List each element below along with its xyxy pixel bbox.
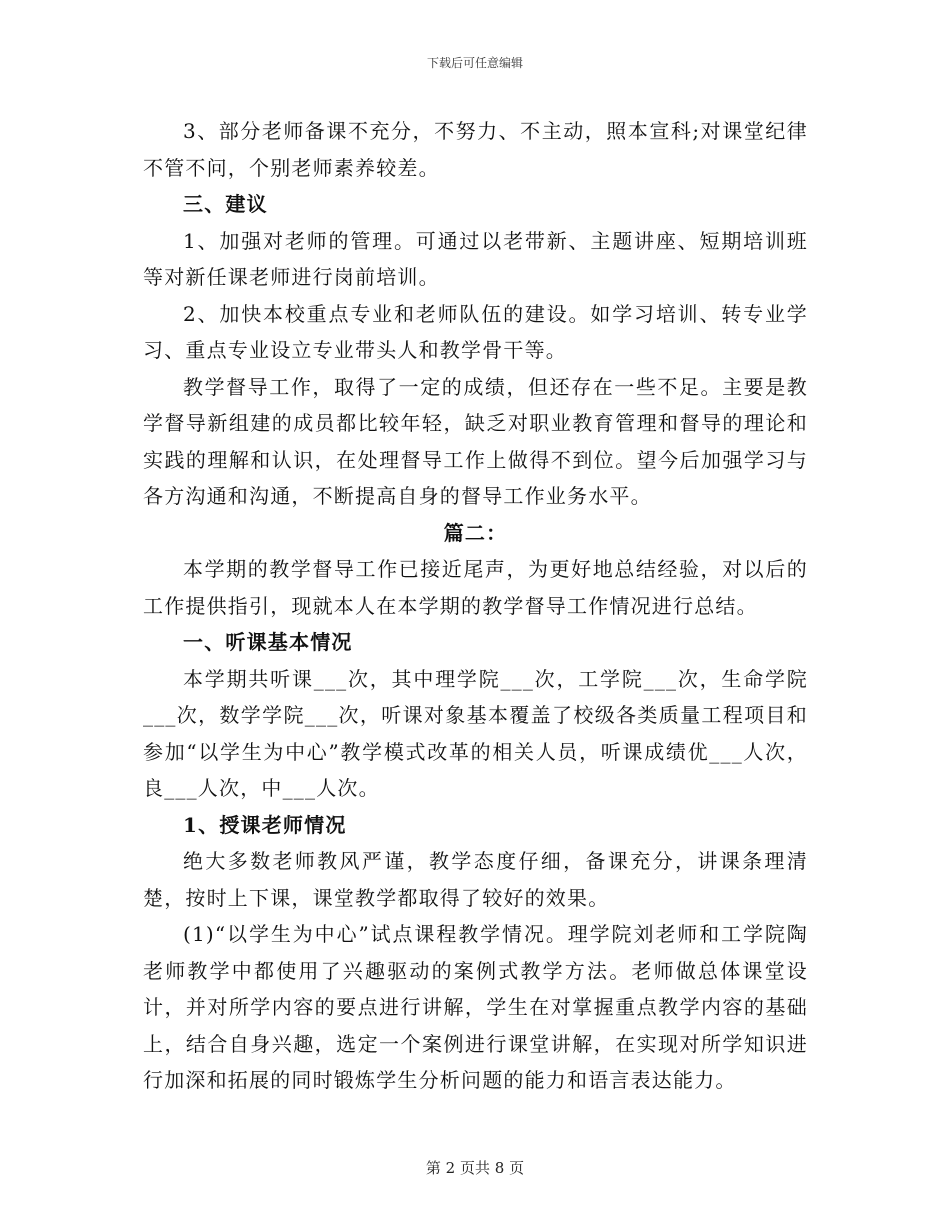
subsection-heading-teachers: 1、授课老师情况 [183, 812, 347, 837]
paragraph-lecture-stats: 本学期共听课___次，其中理学院___次，工学院___次，生命学院___次，数学学院___次，听课对象基本覆盖了校级各类质量工程项目和参加“以学生为中心”教学模式改革的相关人员，听课成绩优___人次，良___人次，中___人次。 [143, 666, 808, 800]
paragraph-problem-3: 3、部分老师备课不充分，不努力、不主动，照本宣科;对课堂纪律不管不问，个别老师素养较差。 [143, 119, 808, 180]
document-body [143, 113, 808, 1099]
paragraph-suggestion-2: 2、加快本校重点专业和老师队伍的建设。如学习培训、转专业学习、重点专业设立专业带头人和教学骨干等。 [143, 301, 808, 362]
paragraph-pilot-course: (1)“以学生为中心”试点课程教学情况。理学院刘老师和工学院陶老师教学中都使用了兴趣驱动的案例式教学方法。老师做总体课堂设计，并对所学内容的要点进行讲解，学生在对掌握重点教学内容的基础上，结合自身兴趣，选定一个案例进行课堂讲解，在实现对所学知识进行加深和拓展的同时锻炼学生分析问题的能力和语言表达能力。 [143, 922, 808, 1092]
paragraph-suggestion-1: 1、加强对老师的管理。可通过以老带新、主题讲座、短期培训班等对新任课老师进行岗前培训。 [143, 228, 808, 289]
page-header: 下载后可任意编辑 [426, 56, 523, 70]
paragraph-teacher-performance: 绝大多数老师教风严谨，教学态度仔细，备课充分，讲课条理清楚，按时上下课，课堂教学都取得了较好的效果。 [143, 849, 808, 910]
chapter-title: 篇二： [443, 520, 508, 545]
paragraph-summary: 教学督导工作，取得了一定的成绩，但还存在一些不足。主要是教学督导新组建的成员都比较年轻，缺乏对职业教育管理和督导的理论和实践的理解和认识，在处理督导工作上做得不到位。望今后加强学习与各方沟通和沟通，不断提高自身的督导工作业务水平。 [143, 374, 808, 508]
paragraph-intro: 本学期的教学督导工作已接近尾声，为更好地总结经验，对以后的工作提供指引，现就本人在本学期的教学督导工作情况进行总结。 [143, 557, 808, 618]
page-footer: 第 2 页共 8 页 [425, 1159, 525, 1177]
section-heading-lecture-overview: 一、听课基本情况 [183, 630, 353, 654]
section-heading-suggestions: 三、建议 [183, 192, 268, 216]
